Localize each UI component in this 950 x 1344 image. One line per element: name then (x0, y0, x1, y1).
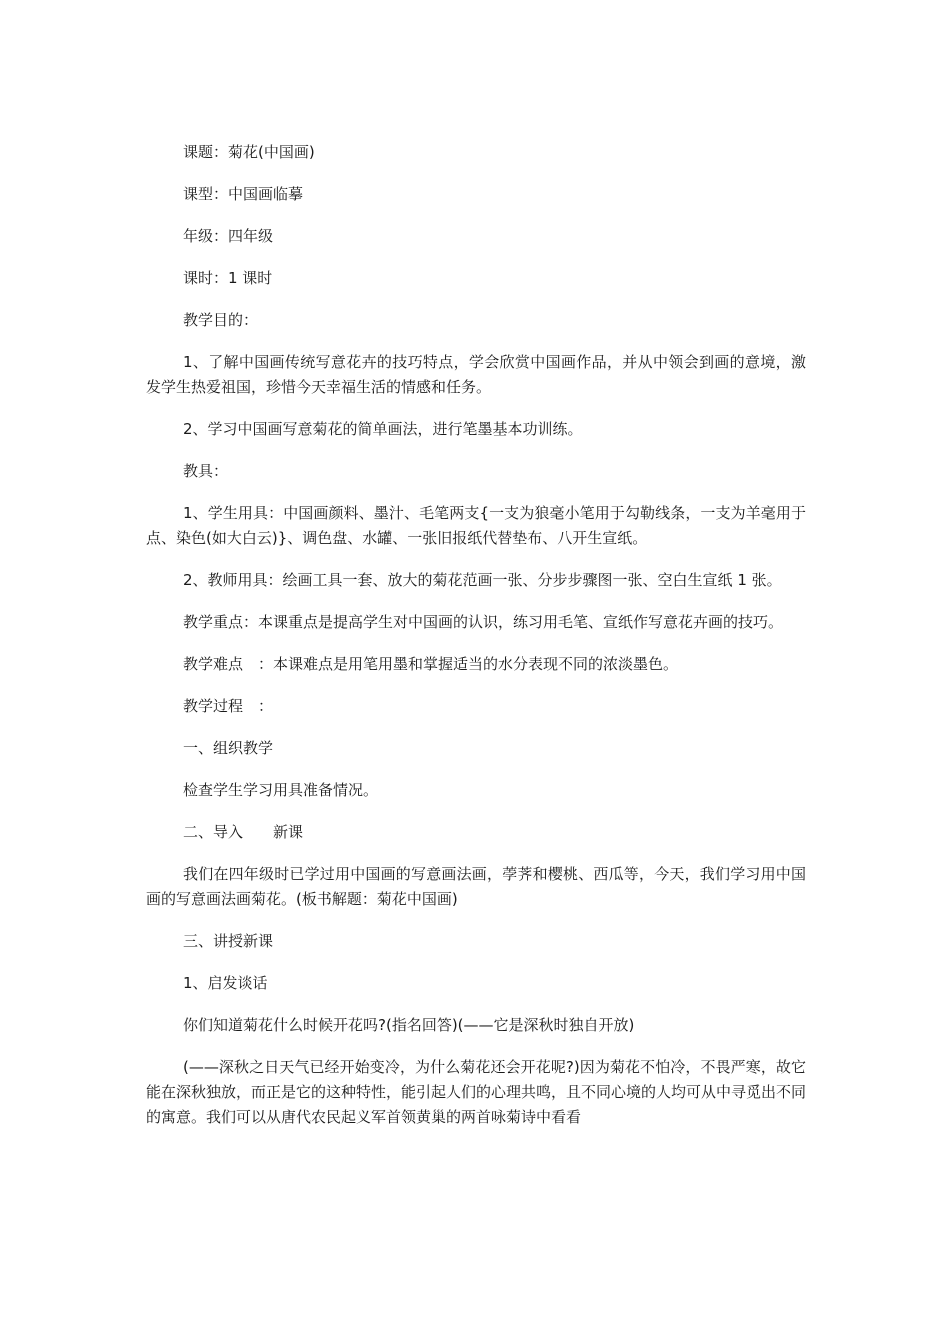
paragraph-question: 你们知道菊花什么时候开花吗?(指名回答)(——它是深秋时独自开放) (183, 1016, 635, 1034)
class-hours: 课时：1 课时 (183, 269, 273, 287)
materials-item-1: 1、学生用具：中国画颜料、墨汁、毛笔两支{一支为狼毫小笔用于勾勒线条，一支为羊毫用于点、染色(如大白云)}、调色盘、水罐、一张旧报纸代替垫布、八开生宣纸。 (146, 504, 806, 547)
subsection-heading-1: 1、启发谈话 (183, 974, 268, 992)
objective-item-2: 2、学习中国画写意菊花的简单画法，进行笔墨基本功训练。 (183, 420, 583, 438)
section-heading-3: 三、讲授新课 (183, 932, 274, 950)
materials-item-2: 2、教师用具：绘画工具一套、放大的菊花范画一张、分步步骤图一张、空白生宣纸 1 张。 (183, 571, 782, 589)
objective-item-1: 1、了解中国画传统写意花卉的技巧特点，学会欣赏中国画作品，并从中领会到画的意境，激发学生热爱祖国，珍惜今天幸福生活的情感和任务。 (146, 353, 806, 396)
teaching-focus: 教学重点：本课重点是提高学生对中国画的认识，练习用毛笔、宣纸作写意花卉画的技巧。 (183, 613, 784, 631)
grade-level: 年级：四年级 (183, 227, 274, 245)
document-body (146, 140, 806, 1147)
objectives-heading: 教学目的： (183, 311, 259, 329)
paragraph-intro: 我们在四年级时已学过用中国画的写意画法画，荸荠和樱桃、西瓜等，今天，我们学习用中国画的写意画法画菊花。(板书解题：菊花中国画) (146, 865, 806, 908)
paragraph-explanation: (——深秋之日天气已经开始变冷，为什么菊花还会开花呢?)因为菊花不怕冷，不畏严寒，故它能在深秋独放，而正是它的这种特性，能引起人们的心理共鸣，且不同心境的人均可从中寻觅出不同的寓意。我们可以从唐代农民起义军首领黄巢的两首咏菊诗中看看 (146, 1058, 807, 1126)
lesson-type: 课型：中国画临摹 (183, 185, 304, 203)
materials-heading: 教具： (183, 462, 229, 480)
lesson-title: 课题：菊花(中国画) (183, 143, 315, 161)
paragraph-check: 检查学生学习用具准备情况。 (183, 781, 379, 799)
section-heading-2: 二、导入 新课 (183, 823, 304, 841)
process-heading: 教学过程 ： (183, 697, 274, 715)
teaching-difficulty: 教学难点 ：本课难点是用笔用墨和掌握适当的水分表现不同的浓淡墨色。 (183, 655, 679, 673)
section-heading-1: 一、组织教学 (183, 739, 274, 757)
